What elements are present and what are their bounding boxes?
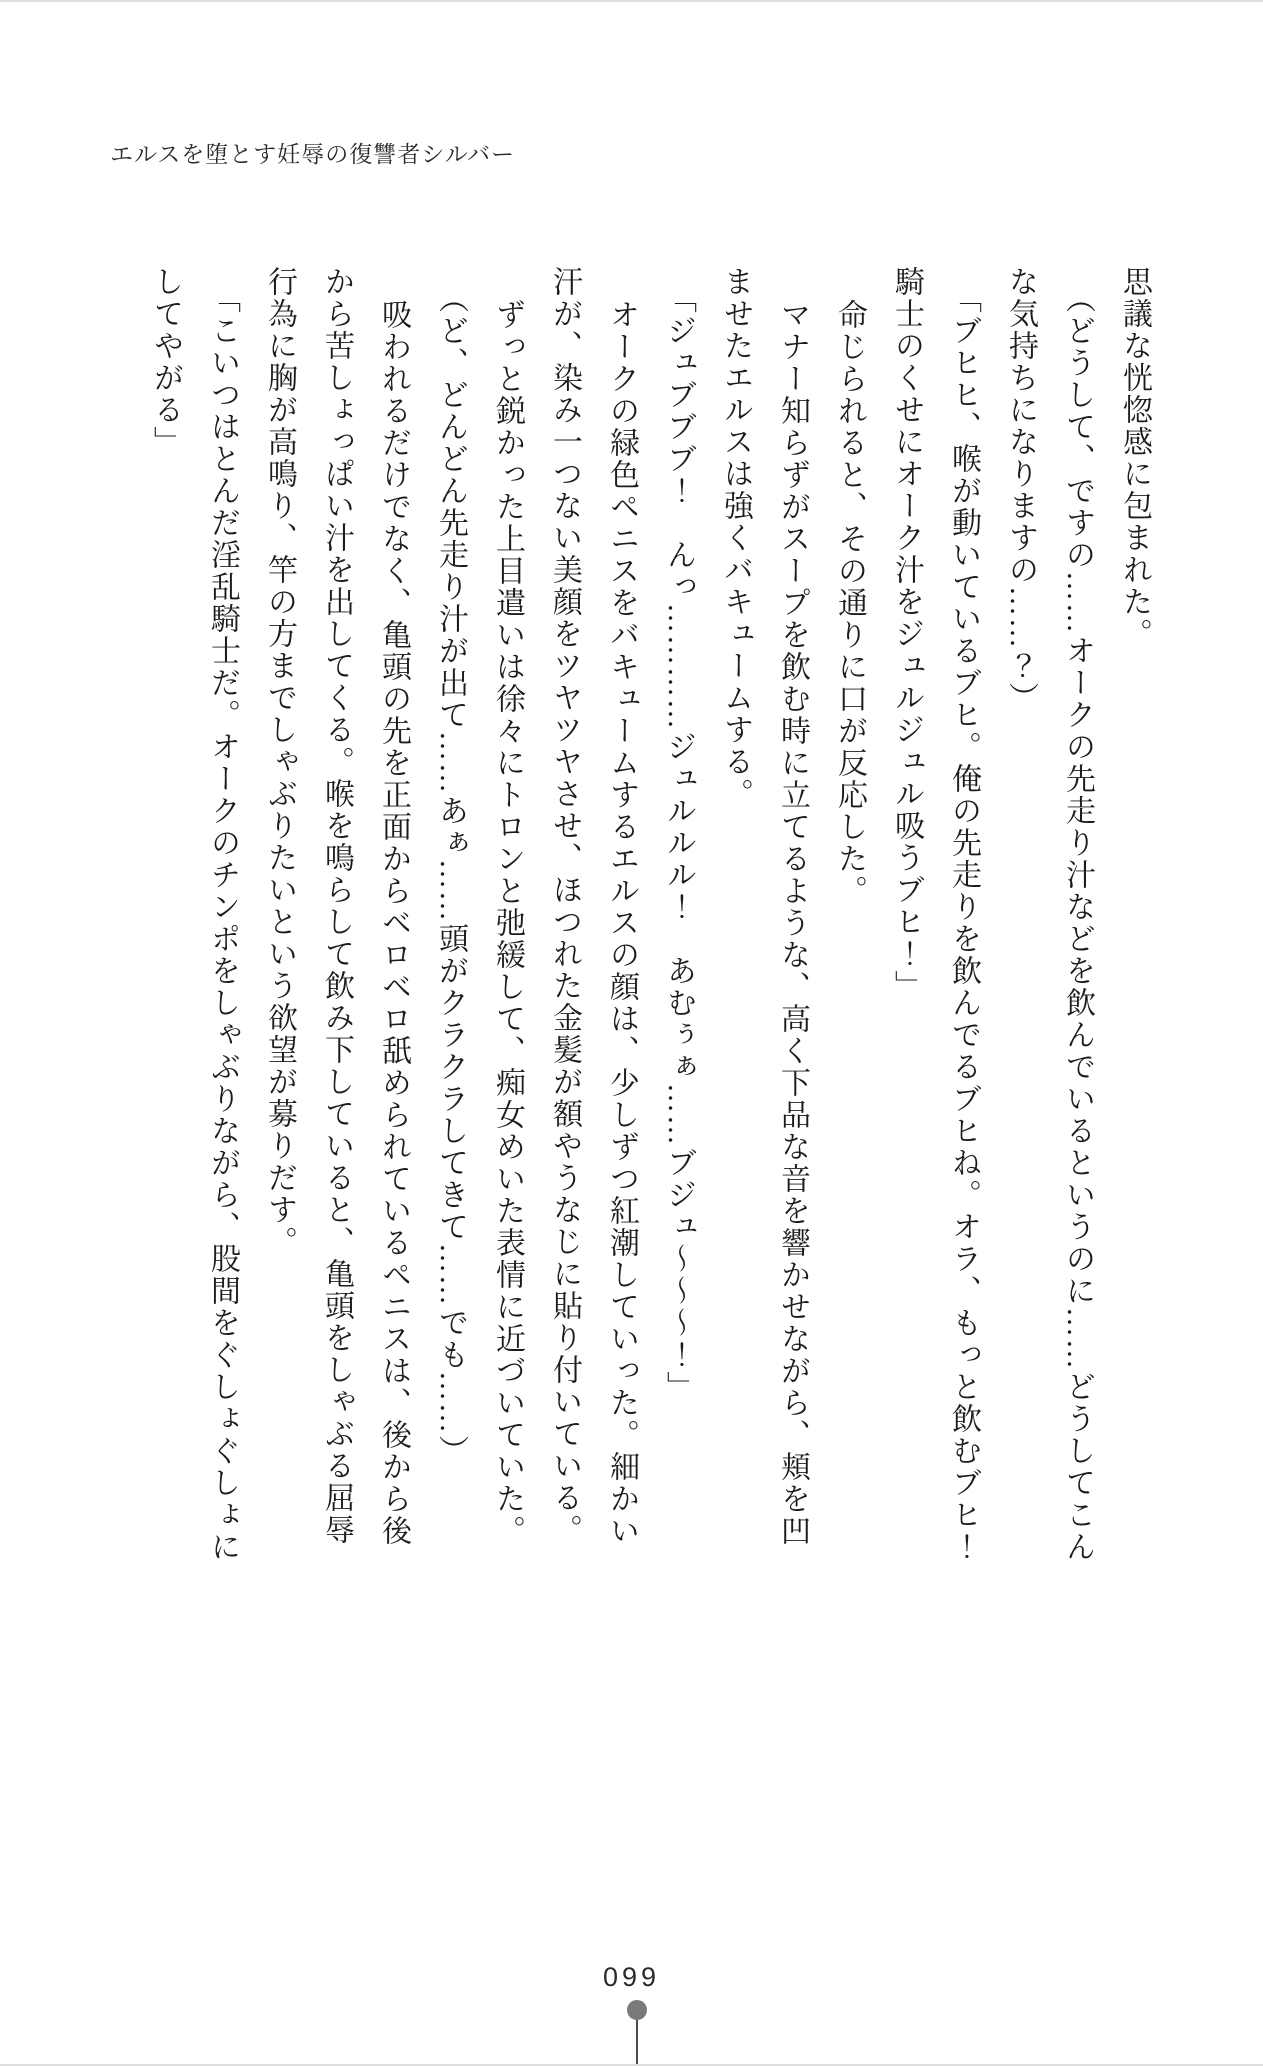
text-line: な気持ちになりますの……？）: [1004, 266, 1037, 714]
text-line: から苦しょっぱい汁を出してくる。喉を鳴らして飲み下していると、亀頭をしゃぶる屈辱: [320, 266, 353, 1546]
page-number: 099: [602, 1962, 661, 1992]
text-line: （どうして、ですの……オークの先走り汁などを飲んでいるというのに……どうしてこん: [1061, 283, 1094, 1563]
running-header: エルスを堕とす妊辱の復讐者シルバー: [110, 142, 516, 167]
text-line: 吸われるだけでなく、亀頭の先を正面からベロベロ舐められているペニスは、後から後: [377, 299, 410, 1547]
text-line: 「ジュブブブ！ んっ…………ジュルルル！ あむぅぁ……ブジュ～～～！」: [662, 283, 695, 1403]
body-text: [137, 266, 1163, 1561]
text-line: マナー知らずがスープを飲む時に立てるような、高く下品な音を響かせながら、頬を凹: [776, 299, 809, 1547]
text-line: 騎士のくせにオーク汁をジュルジュル吸うブヒ！」: [890, 266, 923, 1002]
text-line: 「ブヒヒ、喉が動いているブヒ。俺の先走りを飲んでるブヒね。オラ、もっと飲むブヒ！: [947, 283, 980, 1563]
text-line: 汗が、染み一つない美顔をツヤツヤさせ、ほつれた金髪が額やうなじに貼り付いている。: [548, 266, 581, 1546]
text-line: ずっと鋭かった上目遣いは徐々にトロンと弛緩して、痴女めいた表情に近づいていた。: [491, 299, 524, 1547]
footer-dot-icon: [627, 2000, 647, 2020]
text-line: 行為に胸が高鳴り、竿の方までしゃぶりたいという欲望が募りだす。: [263, 266, 296, 1258]
text-line: 「こいつはとんだ淫乱騎士だ。オークのチンポをしゃぶりながら、股間をぐしょぐしょに: [206, 283, 239, 1563]
text-line: してやがる」: [149, 266, 182, 458]
text-line: ませたエルスは強くバキュームする。: [719, 266, 752, 810]
text-line: （ど、どんどん先走り汁が出て……あぁ……頭がクラクラしてきて……でも……）: [434, 283, 467, 1467]
page-top-edge: [0, 0, 1263, 2]
text-line: 思議な恍惚感に包まれた。: [1118, 266, 1151, 650]
text-line: 命じられると、その通りに口が反応した。: [833, 299, 866, 907]
text-line: オークの緑色ペニスをバキュームするエルスの顔は、少しずつ紅潮していった。細かい: [605, 299, 638, 1547]
